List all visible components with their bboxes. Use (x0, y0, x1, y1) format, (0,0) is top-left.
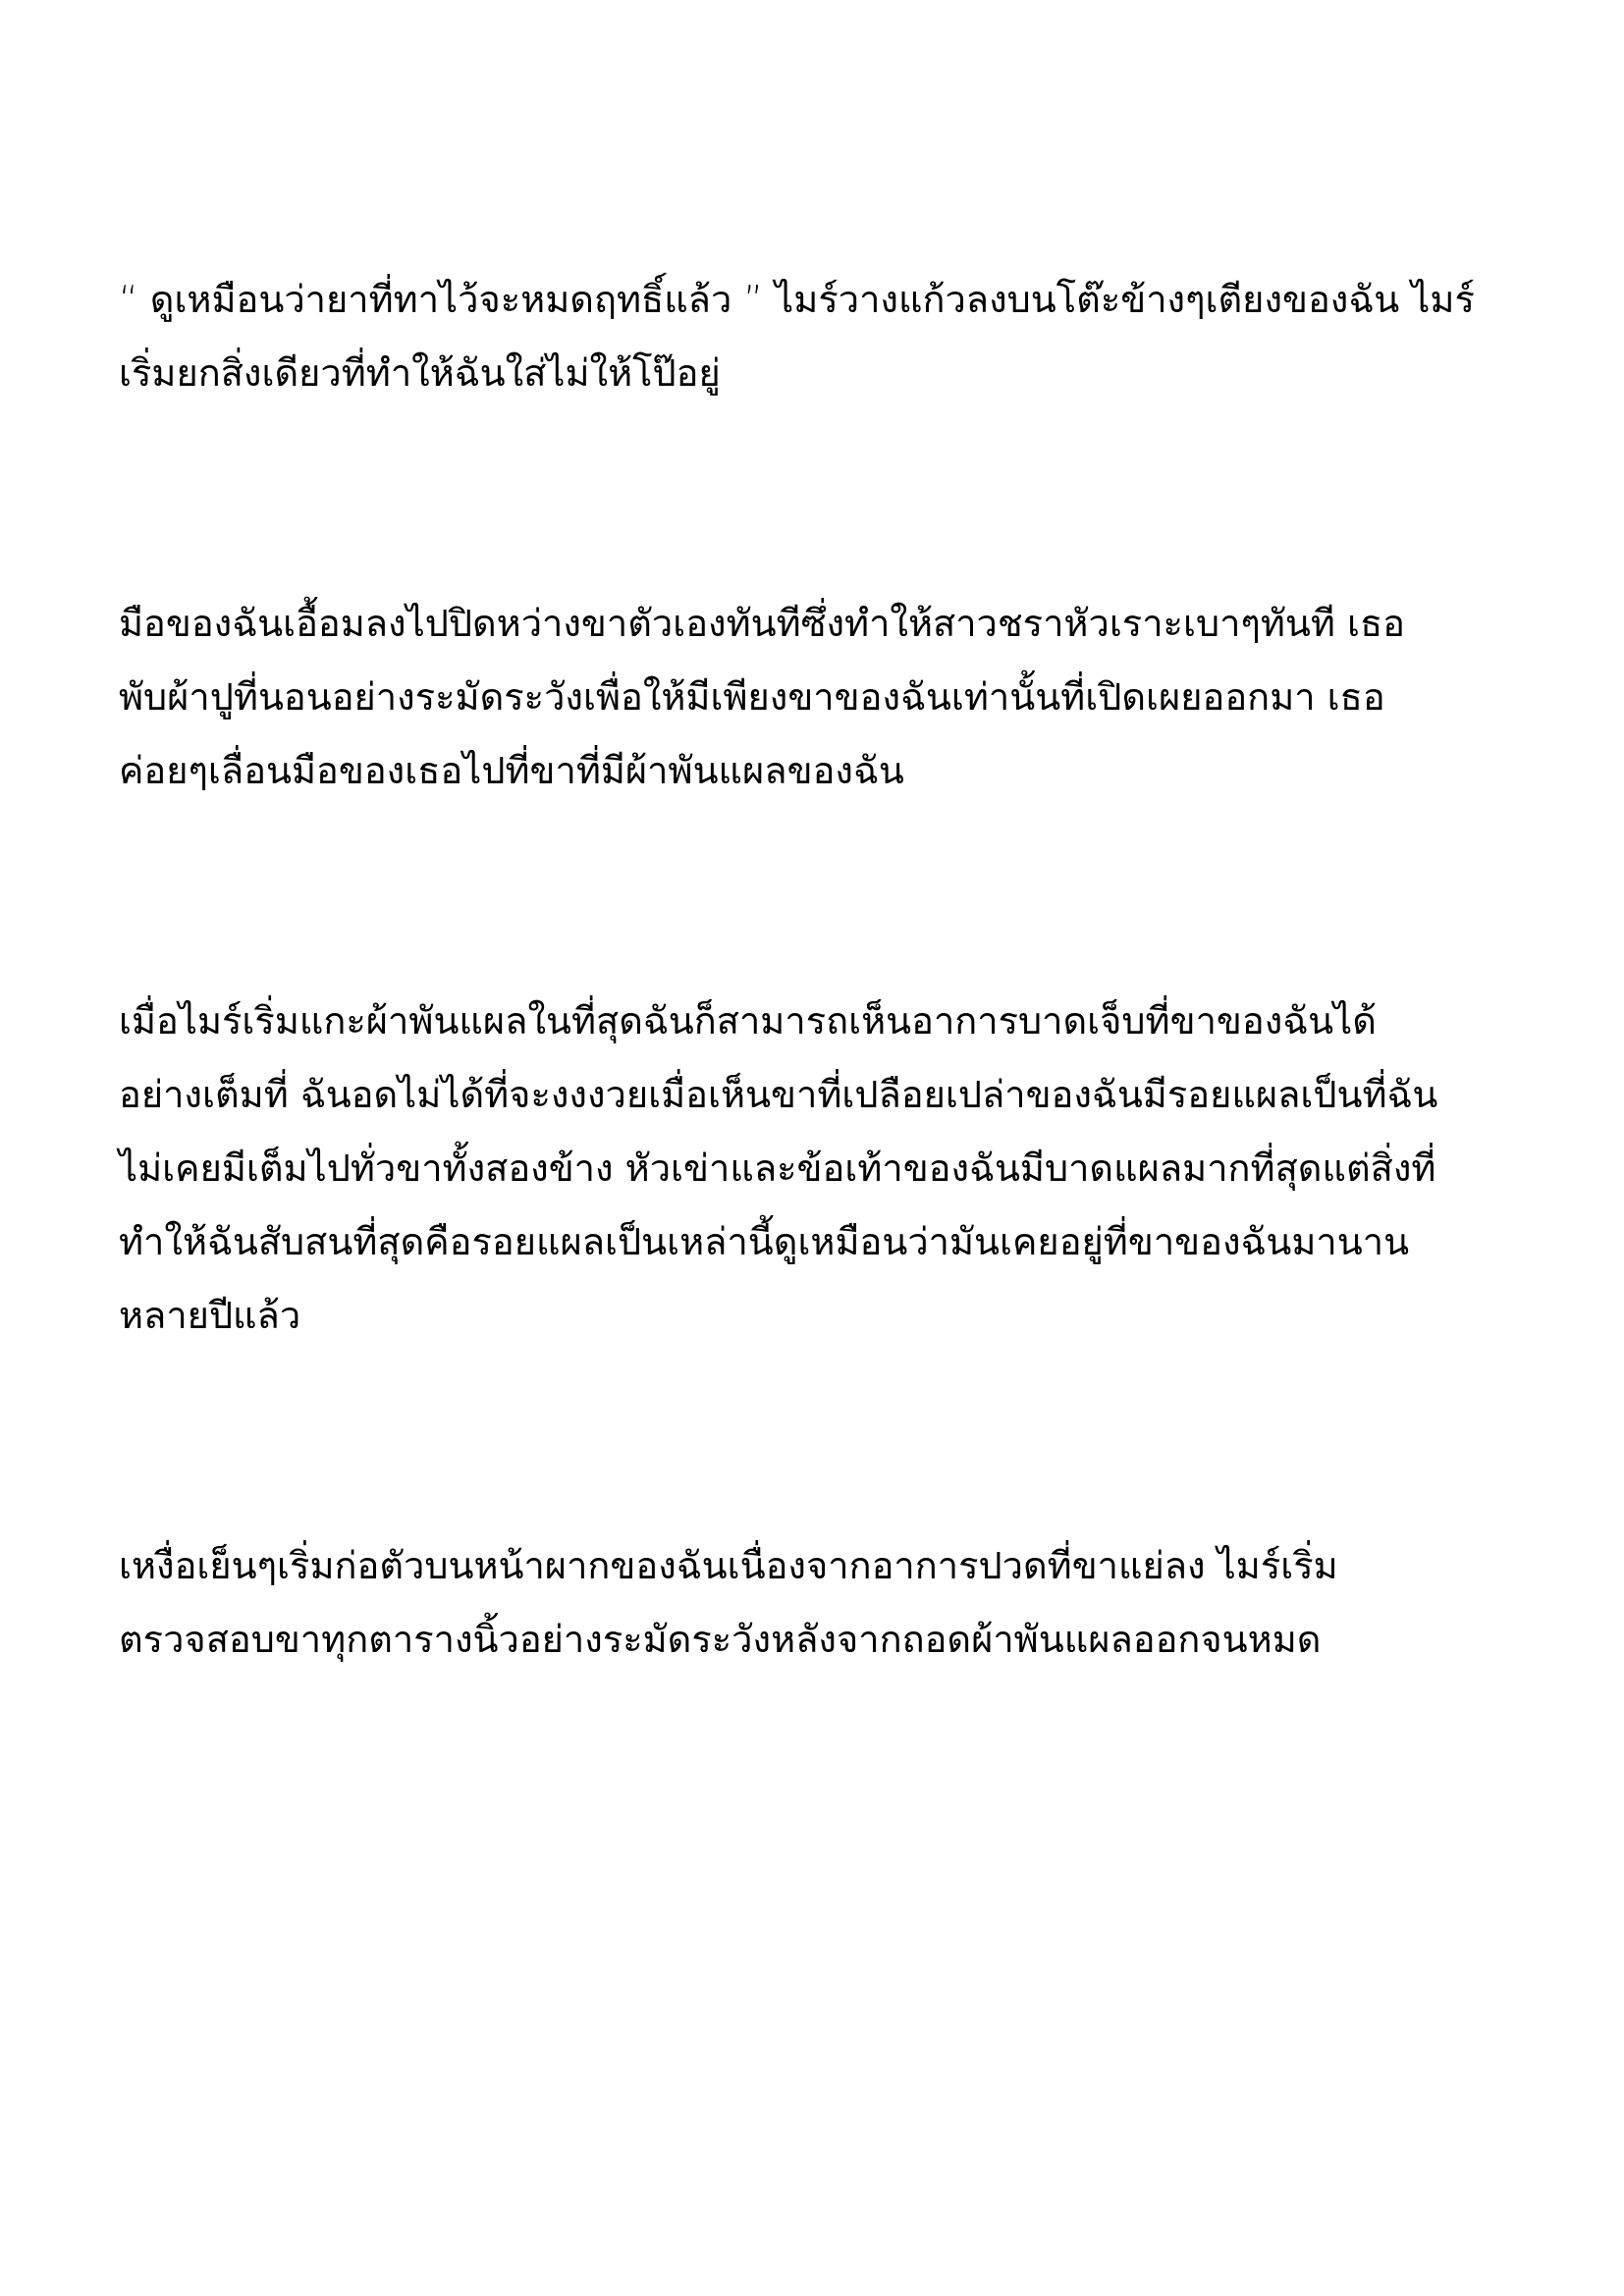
text-line: ไม่เคยมีเต็มไปทั่วขาทั้งสองข้าง หัวเข่าและข้อเท้าของฉันมีบาดแผลมากที่สุดแต่สิ่งที่ (119, 1147, 1436, 1190)
text-line: เหงื่อเย็นๆเริ่มก่อตัวบนหน้าผากของฉันเนื่องจากอาการปวดที่ขาแย่ลง ไมร์เริ่ม (119, 1544, 1338, 1587)
text-line: อย่างเต็มที่ ฉันอดไม่ได้ที่จะงงงวยเมื่อเห็นขาที่เปลือยเปล่าของฉันมีรอยแผลเป็นที่ฉัน (119, 1073, 1438, 1116)
text-line: ค่อยๆเลื่อนมือของเธอไปที่ขาที่มีผ้าพันแผลของฉัน (119, 749, 904, 792)
text-line: ทำให้ฉันสับสนที่สุดคือรอยแผลเป็นเหล่านี้ดูเหมือนว่ามันเคยอยู่ที่ขาของฉันมานาน (119, 1220, 1410, 1263)
document-content (119, 263, 1513, 1677)
paragraph-2 (119, 587, 1513, 808)
text-line: พับผ้าปูที่นอนอย่างระมัดระวังเพื่อให้มีเพียงขาของฉันเท่านั้นที่เปิดเผยออกมา เธอ (119, 675, 1385, 719)
text-line: เมื่อไมร์เริ่มแกะผ้าพันแผลในที่สุดฉันก็สามารถเห็นอาการบาดเจ็บที่ขาของฉันได้ (119, 999, 1377, 1042)
text-line: “ ดูเหมือนว่ายาที่ทาไว้จะหมดฤทธิ์แล้ว ” ไมร์วางแก้วลงบนโต๊ะข้างๆเตียงของฉัน ไมร์ (119, 278, 1475, 321)
text-line: มือของฉันเอื้อมลงไปปิดหว่างขาตัวเองทันทีซึ่งทำให้สาวชราหัวเราะเบาๆทันที เธอ (119, 602, 1405, 645)
text-line: ตรวจสอบขาทุกตารางนิ้วอย่างระมัดระวังหลังจากถอดผ้าพันแผลออกจนหมด (119, 1618, 1322, 1661)
text-line: หลายปีแล้ว (119, 1294, 301, 1337)
paragraph-1 (119, 263, 1513, 410)
paragraph-3 (119, 985, 1513, 1353)
paragraph-4 (119, 1529, 1513, 1677)
text-line: เริ่มยกสิ่งเดียวที่ทำให้ฉันใส่ไม่ให้โป๊อยู่ (119, 351, 721, 395)
